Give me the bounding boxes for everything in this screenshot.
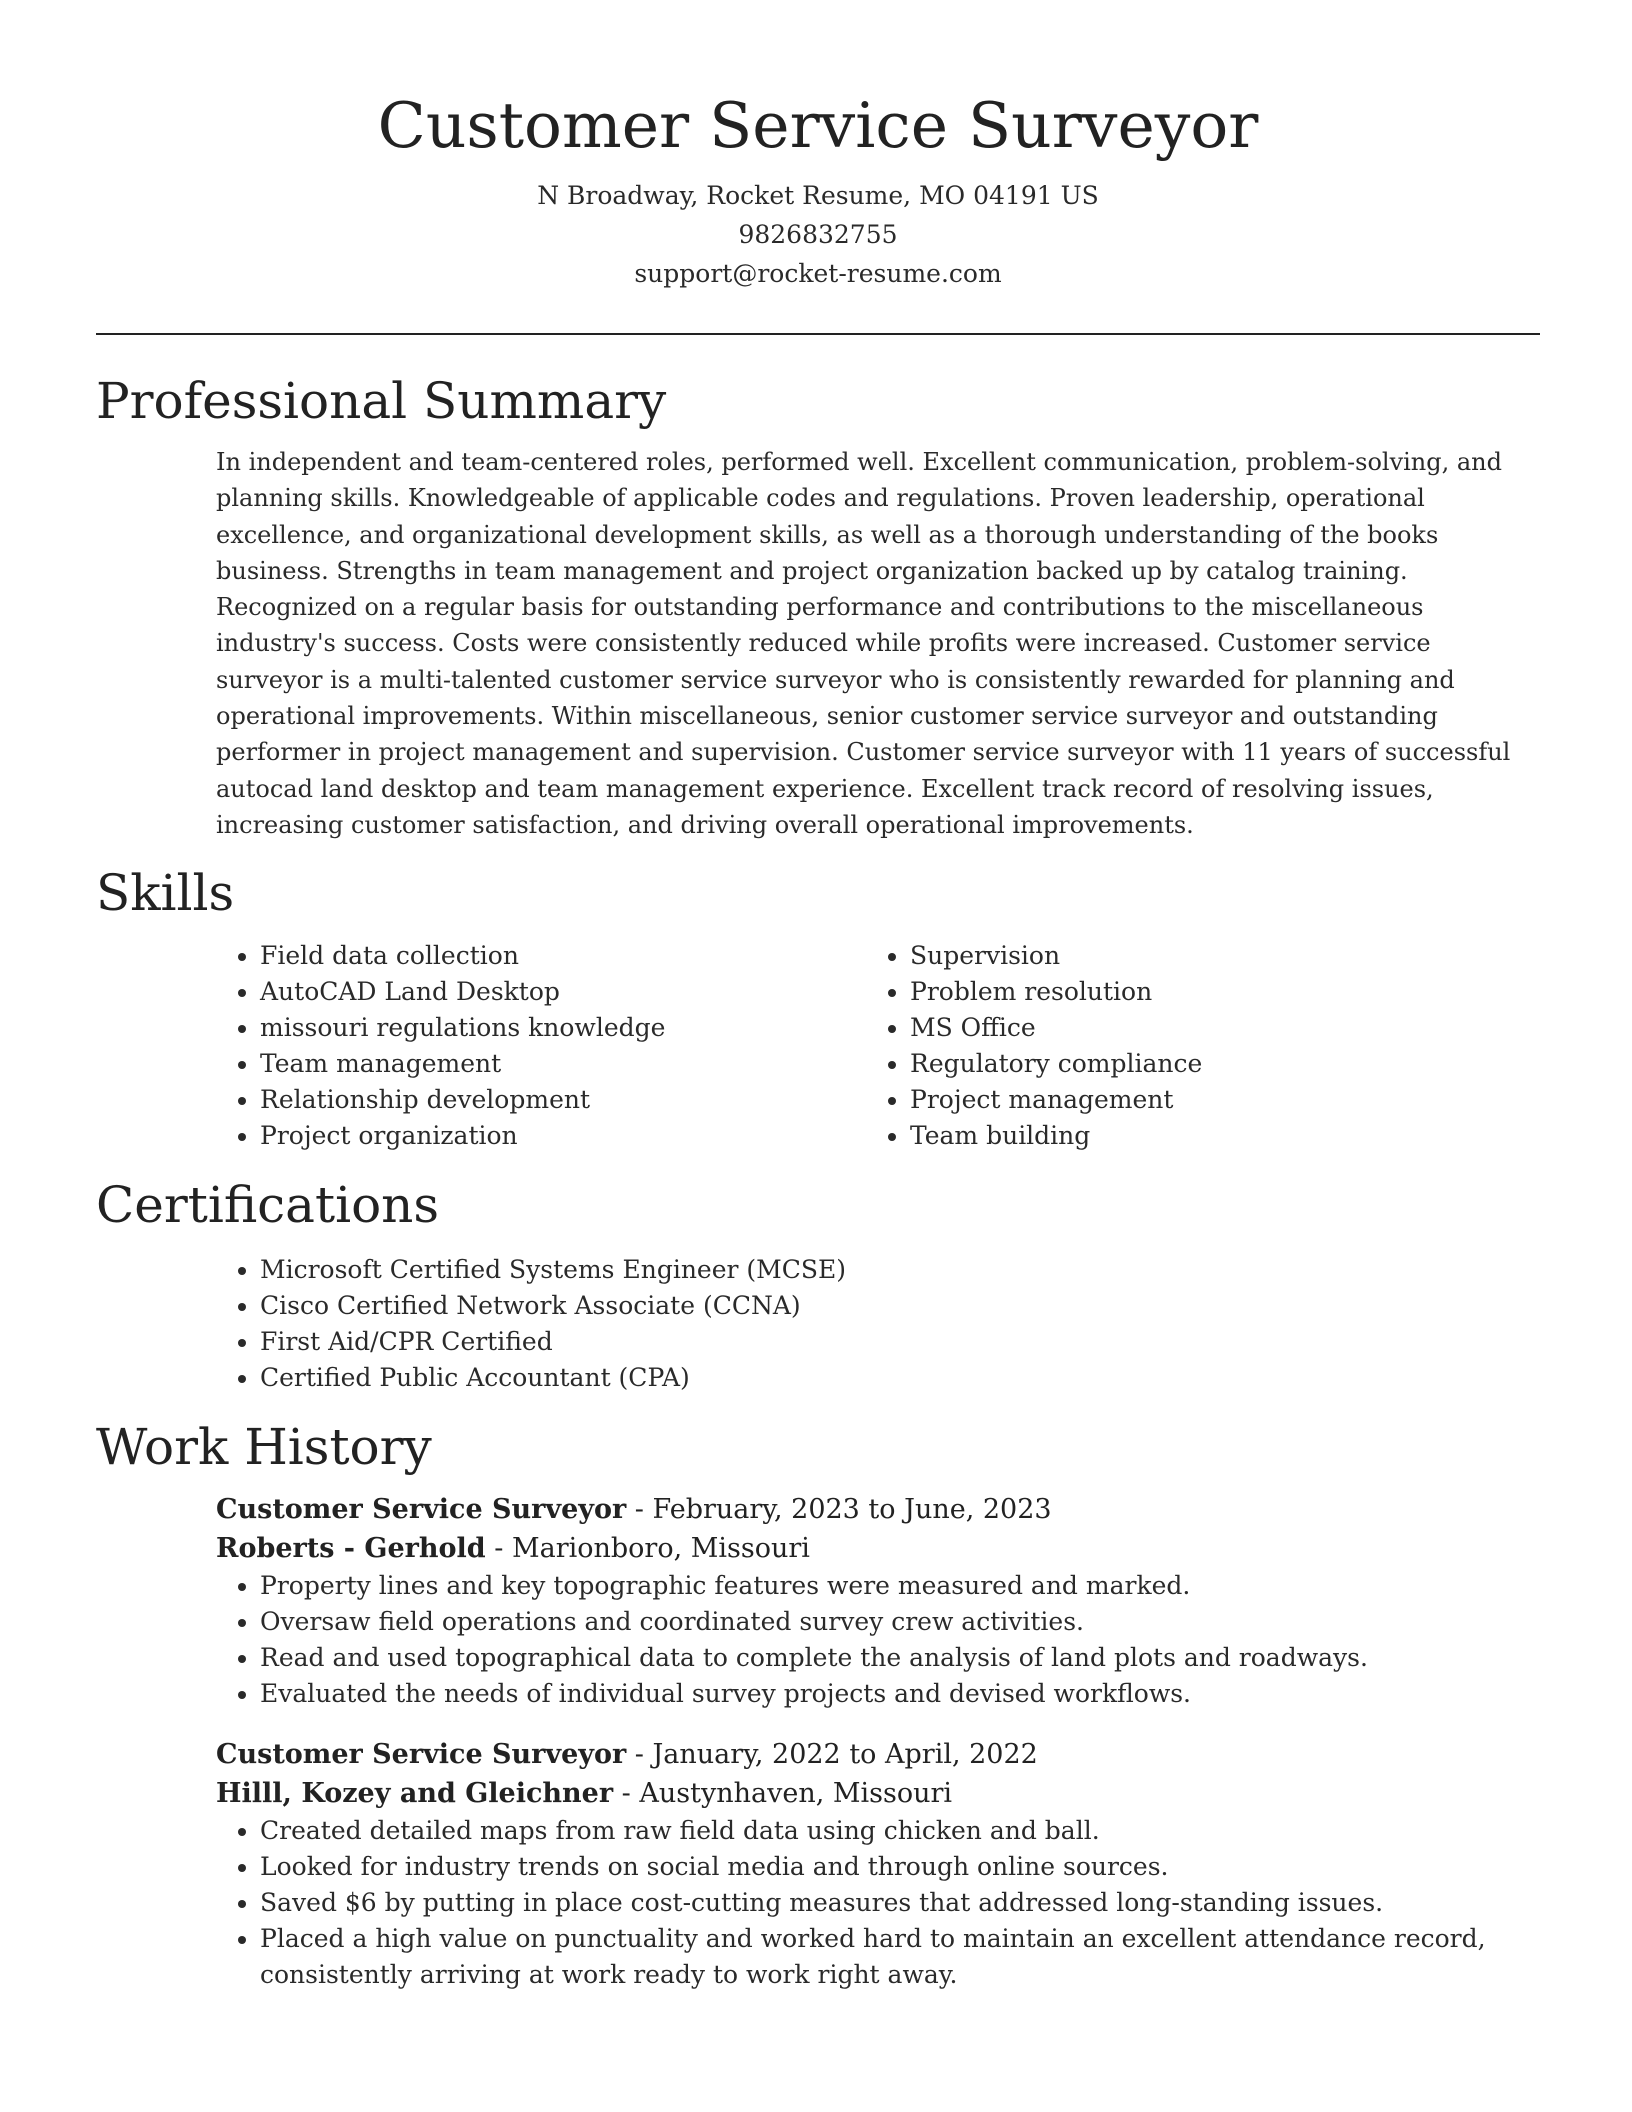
skill-item: • Supervision bbox=[910, 938, 1516, 974]
skills-list bbox=[216, 938, 1540, 1154]
skill-item: • Project organization bbox=[260, 1118, 866, 1154]
job-bullet: • Saved $6 by putting in place cost-cutting measures that addressed long-standing issues. bbox=[260, 1885, 1540, 1921]
job-entry bbox=[216, 1490, 1540, 1712]
email: support@rocket-resume.com bbox=[634, 259, 1002, 288]
certification-item: • First Aid/CPR Certified bbox=[260, 1324, 1540, 1360]
job-location: Austynhaven, Missouri bbox=[639, 1778, 953, 1810]
job-bullet: • Created detailed maps from raw field data using chicken and ball. bbox=[260, 1813, 1540, 1849]
address: N Broadway, Rocket Resume, MO 04191 US bbox=[537, 181, 1099, 210]
job-title-line bbox=[216, 1735, 1540, 1774]
certifications-list bbox=[216, 1252, 1540, 1396]
candidate-name: Customer Service Surveyor bbox=[377, 89, 1259, 162]
skill-item: • Project management bbox=[910, 1082, 1516, 1118]
job-bullet: • Read and used topographical data to complete the analysis of land plots and roadways. bbox=[260, 1640, 1540, 1676]
skill-item: • Field data collection bbox=[260, 938, 866, 974]
job-title: Customer Service Surveyor bbox=[216, 1494, 627, 1526]
job-dates: January, 2022 to April, 2022 bbox=[652, 1739, 1038, 1771]
header-divider bbox=[96, 333, 1540, 335]
skills-column-right bbox=[866, 938, 1516, 1154]
job-company: Roberts - Gerhold bbox=[216, 1533, 486, 1565]
work-history-heading: Work History bbox=[96, 1418, 432, 1477]
summary-text: In independent and team-centered roles, performed well. Excellent communication, problem-solving, and planning skills. Knowledgeable of applicable codes and regulations. Proven leadership, operational excellence, and organizational development skills, as well as a thorough understanding of the books business. Strengths in team management and project organization backed up by catalog training. Recognized on a regular basis for outstanding performance and contributions to the miscellaneous industry's success. Costs were consistently reduced while profits were increased. Customer service surveyor is a multi-talented customer service surveyor who is consistently rewarded for planning and operational improvements. Within miscellaneous, senior customer service surveyor and outstanding performer in project management and supervision. Customer service surveyor with 11 years of successful autocad land desktop and team management experience. Excellent track record of resolving issues, increasing customer satisfaction, and driving overall operational improvements. bbox=[216, 448, 1511, 839]
certification-item: • Microsoft Certified Systems Engineer (MCSE) bbox=[260, 1252, 1540, 1288]
resume-page bbox=[96, 0, 1540, 1993]
certification-item: • Certified Public Accountant (CPA) bbox=[260, 1360, 1540, 1396]
skill-item: • Team building bbox=[910, 1118, 1516, 1154]
skill-item: • AutoCAD Land Desktop bbox=[260, 974, 866, 1010]
job-title-line bbox=[216, 1490, 1540, 1529]
certifications-heading: Certifications bbox=[96, 1176, 440, 1235]
job-location: Marionboro, Missouri bbox=[511, 1533, 810, 1565]
job-title: Customer Service Surveyor bbox=[216, 1739, 627, 1771]
skills-column-left bbox=[216, 938, 866, 1154]
job-bullet: • Property lines and key topographic features were measured and marked. bbox=[260, 1568, 1540, 1604]
job-bullets bbox=[216, 1568, 1540, 1712]
phone: 9826832755 bbox=[738, 220, 898, 249]
skill-item: • Relationship development bbox=[260, 1082, 866, 1118]
separator: - bbox=[613, 1778, 640, 1810]
summary-heading: Professional Summary bbox=[96, 372, 667, 430]
separator: - bbox=[485, 1533, 512, 1565]
job-bullet: • Placed a high value on punctuality and worked hard to maintain an excellent attendance record, consistently arriving at work ready to work right away. bbox=[260, 1921, 1540, 1993]
job-company-line bbox=[216, 1774, 1540, 1813]
job-bullet: • Looked for industry trends on social media and through online sources. bbox=[260, 1849, 1540, 1885]
separator: - bbox=[626, 1739, 653, 1771]
skill-item: • Problem resolution bbox=[910, 974, 1516, 1010]
job-bullet: • Evaluated the needs of individual survey projects and devised workflows. bbox=[260, 1676, 1540, 1712]
skill-item: • Team management bbox=[260, 1046, 866, 1082]
resume-header bbox=[96, 86, 1540, 293]
certification-item: • Cisco Certified Network Associate (CCNA) bbox=[260, 1288, 1540, 1324]
job-dates: February, 2023 to June, 2023 bbox=[652, 1494, 1052, 1526]
job-entry bbox=[216, 1735, 1540, 1993]
job-bullets bbox=[216, 1813, 1540, 1993]
job-company: Hilll, Kozey and Gleichner bbox=[216, 1778, 614, 1810]
job-bullet: • Oversaw field operations and coordinated survey crew activities. bbox=[260, 1604, 1540, 1640]
work-history-list bbox=[216, 1490, 1540, 1993]
job-company-line bbox=[216, 1529, 1540, 1568]
skill-item: • Regulatory compliance bbox=[910, 1046, 1516, 1082]
skill-item: • MS Office bbox=[910, 1010, 1516, 1046]
skills-heading: Skills bbox=[96, 864, 235, 923]
separator: - bbox=[626, 1494, 653, 1526]
skill-item: • missouri regulations knowledge bbox=[260, 1010, 866, 1046]
